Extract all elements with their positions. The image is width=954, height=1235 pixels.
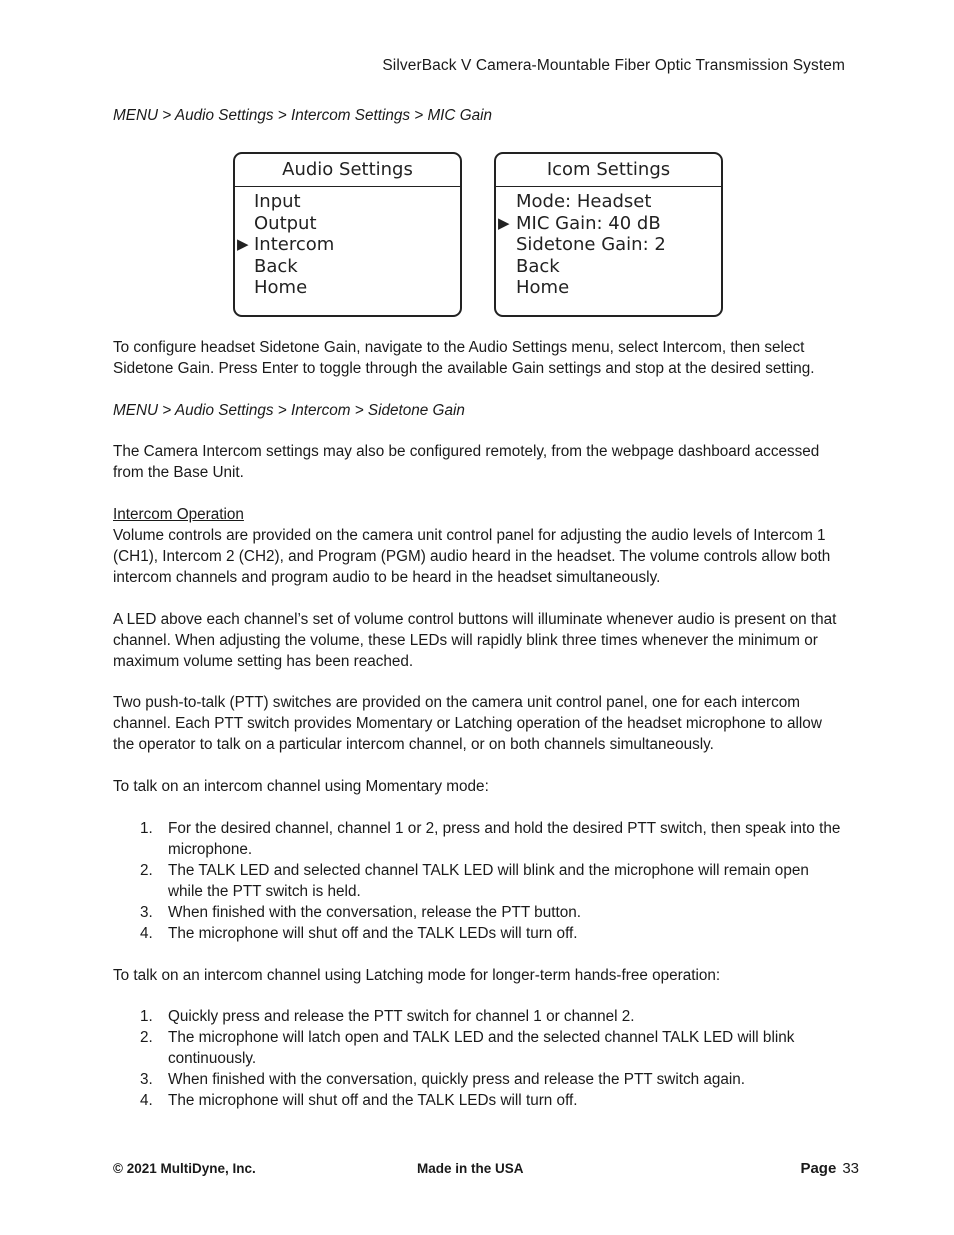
menu-item-back: Back <box>516 255 560 277</box>
section-heading-intercom-operation: Intercom Operation <box>113 506 244 523</box>
menu-item-intercom <box>237 234 460 256</box>
list-item: 4. The microphone will shut off and the TALK LEDs will turn off. <box>140 1092 578 1109</box>
menu-item-input: Input <box>254 191 301 212</box>
document-header-title: SilverBack V Camera-Mountable Fiber Optic Transmission System <box>382 57 845 74</box>
paragraph-ptt-switches: Two push-to-talk (PTT) switches are provided on the camera unit control panel, one for each intercom channel. Each PTT switch provides Momentary or Latching operation of the headset microphone to allow the operator to talk on a particular intercom channel, or on both channels simultaneously. <box>113 694 822 753</box>
menu-item-output: Output <box>254 212 317 234</box>
icom-settings-menu-display <box>494 152 723 317</box>
list-item: 2. The microphone will latch open and TALK LED and the selected channel TALK LED will blink continuously. <box>140 1029 795 1067</box>
paragraph-remote-config: The Camera Intercom settings may also be configured remotely, from the webpage dashboard accessed from the Base Unit. <box>113 443 820 481</box>
paragraph-led-behavior: A LED above each channel’s set of volume control buttons will illuminate whenever audio is present on that channel. When adjusting the volume, these LEDs will rapidly blink three times whenever the minimum or maximum volume setting has been reached. <box>113 611 837 670</box>
latching-steps-list <box>113 1006 843 1111</box>
page-label: Page <box>800 1160 837 1177</box>
menu-item-intercom-label: Intercom <box>254 234 335 255</box>
menu-item-mic-gain-label: MIC Gain: 40 dB <box>516 212 661 234</box>
list-item: 2. The TALK LED and selected channel TALK LED will blink and the microphone will remain open while the PTT switch is held. <box>140 862 809 900</box>
momentary-steps-list <box>113 818 843 944</box>
audio-settings-menu-title: Audio Settings <box>235 154 460 187</box>
list-item: 3. When finished with the conversation, quickly press and release the PTT switch again. <box>140 1071 746 1088</box>
latching-mode-intro: To talk on an intercom channel using Latching mode for longer-term hands-free operation: <box>113 967 721 984</box>
menu-item-mic-gain <box>498 212 721 235</box>
momentary-mode-intro: To talk on an intercom channel using Momentary mode: <box>113 778 489 795</box>
list-item: 1. For the desired channel, channel 1 or 2, press and hold the desired PTT switch, then speak into the microphone. <box>140 820 841 858</box>
icom-settings-menu-title: Icom Settings <box>496 154 721 187</box>
menu-item-home: Home <box>516 277 570 298</box>
page-number-value: 33 <box>842 1160 859 1177</box>
page-number <box>800 1160 859 1177</box>
list-item: 1. Quickly press and release the PTT switch for channel 1 or channel 2. <box>140 1008 635 1025</box>
paragraph-sidetone-config: To configure headset Sidetone Gain, navigate to the Audio Settings menu, select Intercom, then select Sidetone Gain. Press Enter to toggle through the available Gain settings and stop at the desired setting. <box>113 339 815 377</box>
menu-item-mode: Mode: Headset <box>516 191 652 212</box>
menu-item-back: Back <box>254 255 298 277</box>
paragraph-volume-controls: Volume controls are provided on the camera unit control panel for adjusting the audio levels of Intercom 1 (CH1), Intercom 2 (CH2), and Program (PGM) audio heard in the headset. The volume controls allow both intercom channels and program audio to be heard in the headset simultaneously. <box>113 527 831 586</box>
menu-item-home: Home <box>254 277 308 298</box>
list-item: 4. The microphone will shut off and the TALK LEDs will turn off. <box>140 925 578 942</box>
menu-path-mic-gain: MENU > Audio Settings > Intercom Settings > MIC Gain <box>113 107 493 124</box>
audio-settings-menu-display <box>233 152 462 317</box>
selection-arrow-icon: ▶ <box>237 235 249 253</box>
footer-copyright: © 2021 MultiDyne, Inc. <box>113 1161 256 1176</box>
menu-item-sidetone-gain: Sidetone Gain: 2 <box>516 234 666 255</box>
menu-path-sidetone-gain: MENU > Audio Settings > Intercom > Sidetone Gain <box>113 402 465 419</box>
footer-made-in: Made in the USA <box>417 1161 524 1176</box>
selection-arrow-icon: ▶ <box>498 213 510 232</box>
list-item: 3. When finished with the conversation, release the PTT button. <box>140 904 581 921</box>
